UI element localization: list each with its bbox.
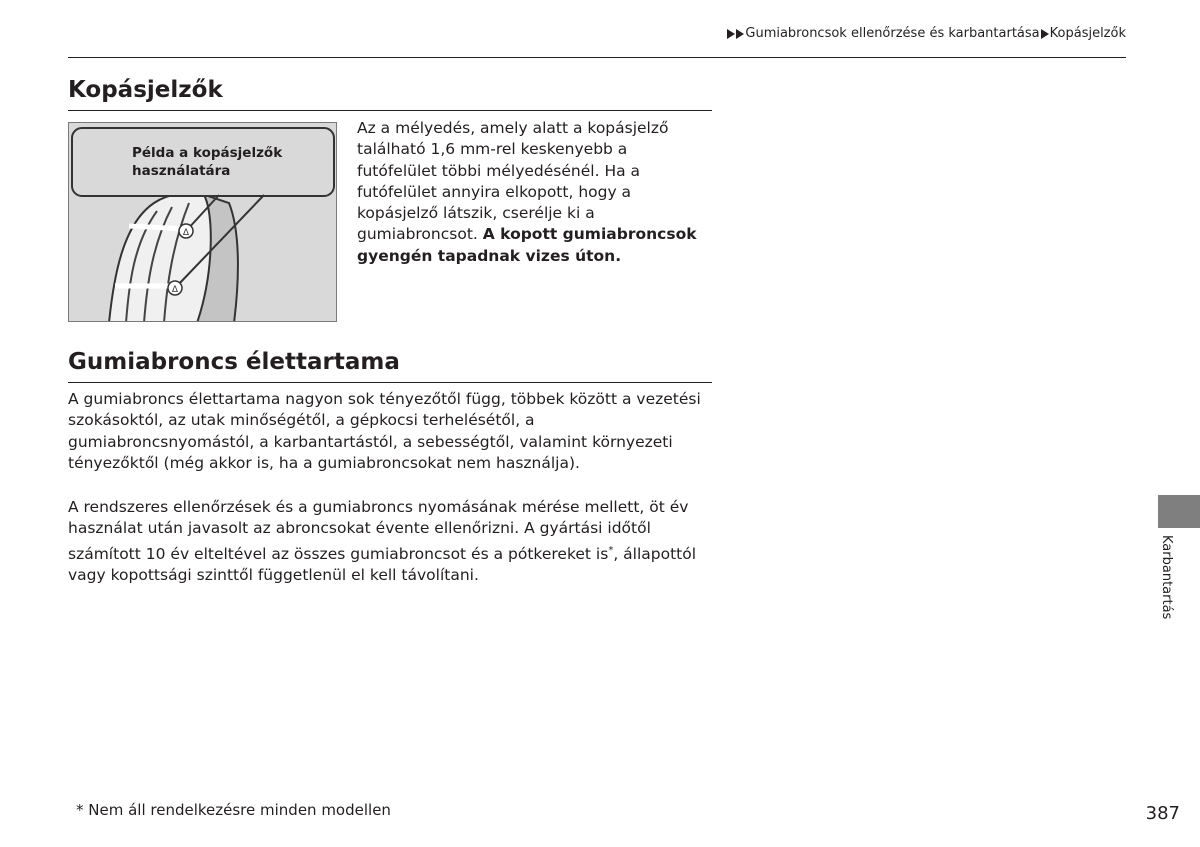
section-divider [68, 110, 712, 111]
delta-marker-icon: Δ [182, 228, 190, 238]
footnote-marker: * [608, 544, 614, 556]
triangle-right-icon [1041, 29, 1049, 39]
triangle-right-icon [736, 29, 744, 39]
wear-indicator-warning: A kopott gumiabroncsok gyengén tapadnak vizes úton. [357, 225, 697, 265]
chapter-tab-label: Karbantartás [1159, 535, 1174, 620]
breadcrumb-item-tire-maintenance: Gumiabroncsok ellenőrzése és karbantartása [745, 26, 1040, 41]
breadcrumb [727, 26, 1126, 41]
callout-text-line2: használatára [132, 163, 231, 179]
wear-indicator-description [357, 118, 707, 267]
section-divider [68, 382, 712, 383]
header-divider [68, 57, 1126, 58]
breadcrumb-item-wear-indicators: Kopásjelzők [1049, 26, 1126, 41]
wear-indicator-text: Az a mélyedés, amely alatt a kopásjelző található 1,6 mm-rel keskenyebb a futófelület többi mélyedésénél. Ha a futófelület annyira elkopott, hogy a kopásjelző látszik, cserélje ki a gumiabroncsot. [357, 119, 669, 244]
tire-life-paragraph-1: A gumiabroncs élettartama nagyon sok tényezőtől függ, többek között a vezetési szokásoktól, az utak minőségétől, a gépkocsi terhelésétől, a gumiabroncsnyomástól, a karbantartástól, a sebességtől, valamint környezeti tényezőktől (még akkor is, ha a gumiabroncsokat nem használja). [68, 390, 701, 472]
page-number: 387 [1145, 803, 1180, 824]
callout-bubble [72, 128, 334, 196]
footnote: * Nem áll rendelkezésre minden modellen [76, 801, 391, 819]
wear-bar [129, 226, 186, 229]
delta-marker-icon: Δ [171, 285, 179, 295]
triangle-right-icon [727, 29, 735, 39]
tire-tread [109, 193, 211, 322]
tire-wear-indicator-illustration [68, 122, 337, 322]
callout-text-line1: Példa a kopásjelzők [132, 145, 283, 161]
section-title-tire-life: Gumiabroncs élettartama [68, 349, 400, 375]
tire-life-paragraph-2 [68, 497, 718, 586]
section-title-wear-indicators: Kopásjelzők [68, 77, 223, 103]
chapter-tab [1158, 495, 1200, 528]
tire-life-paragraph-2-rest: , állapottól vagy kopottsági szinttől függetlenül el kell távolítani. [68, 544, 697, 585]
tire-life-paragraph-2-text: A rendszeres ellenőrzések és a gumiabroncs nyomásának mérése mellett, öt év használat után javasolt az abroncsokat évente ellenőrizni. A gyártási időtől számított 10 év elteltével az összes gumiabroncsot és a pótkereket is [68, 498, 689, 563]
tire-illustration-svg [69, 123, 337, 322]
